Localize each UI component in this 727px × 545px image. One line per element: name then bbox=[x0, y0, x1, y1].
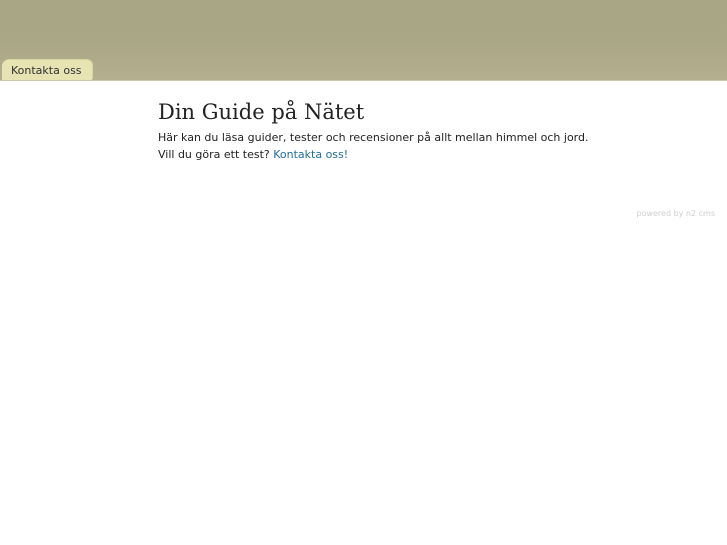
main-content bbox=[158, 98, 718, 163]
site-header bbox=[0, 0, 727, 81]
page-title: Din Guide på Nätet bbox=[158, 100, 365, 124]
contact-link[interactable]: Kontakta oss! bbox=[273, 148, 349, 161]
powered-by-link[interactable]: powered by n2 cms bbox=[636, 209, 715, 218]
intro-text: Här kan du läsa guider, tester och recensioner på allt mellan himmel och jord. bbox=[158, 131, 589, 144]
cta-line bbox=[158, 146, 718, 163]
cta-prefix: Vill du göra ett test? bbox=[158, 148, 274, 161]
nav-tab-kontakta-oss[interactable]: Kontakta oss bbox=[2, 60, 92, 80]
